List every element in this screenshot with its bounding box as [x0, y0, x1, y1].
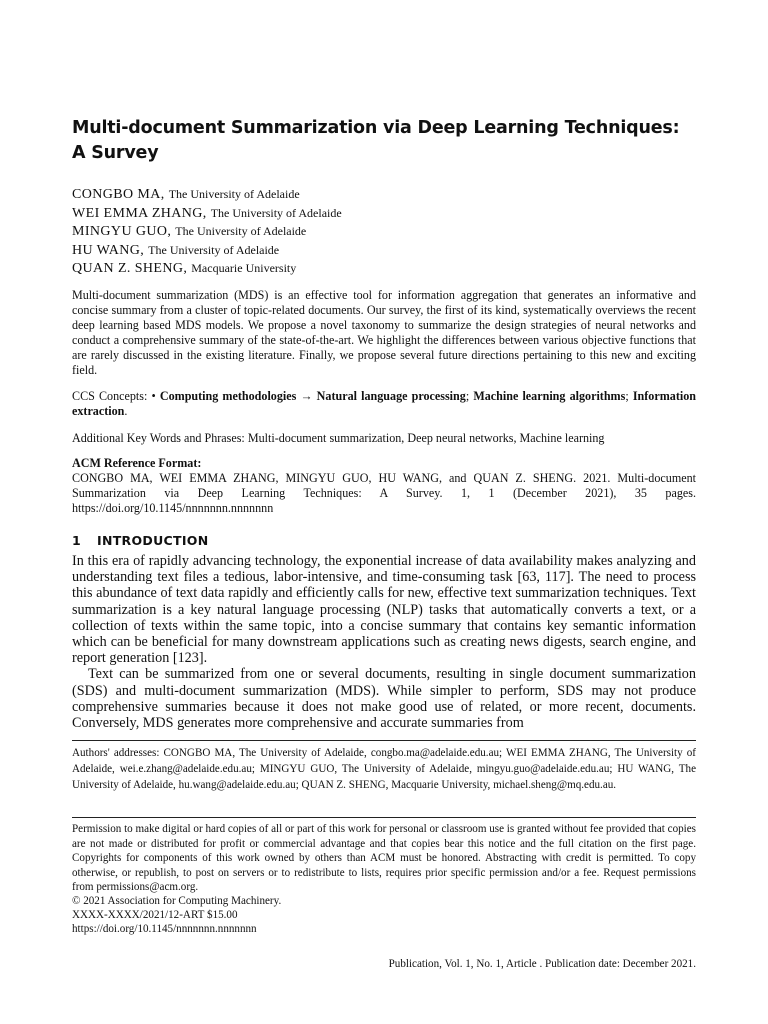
ccs-separator: ;: [625, 389, 633, 403]
author-5: [72, 259, 696, 278]
author-name: CONGBO MA,: [72, 187, 165, 202]
acm-reference-format: [72, 456, 696, 516]
copyright-line: © 2021 Association for Computing Machinery.: [72, 895, 282, 907]
authors-addresses: Authors' addresses: CONGBO MA, The University of Adelaide, congbo.ma@adelaide.edu.au; WEI EMMA ZHANG, The University of Adelaide, wei.e.zhang@adelaide.edu.au; MINGYU GUO, The University of Adelaide, mingyu.guo@adelaide.edu.au; HU WANG, The University of Adelaide, hu.wang@adelaide.edu.au; QUAN Z. SHENG, Macquarie University, michael.sheng@mq.edu.au.: [72, 747, 696, 792]
author-affiliation: The University of Adelaide: [168, 187, 300, 201]
ccs-item: Computing methodologies → Natural language processing: [159, 389, 466, 403]
author-4: [72, 241, 696, 260]
ccs-prefix: CCS Concepts: •: [72, 389, 160, 403]
ccs-item: Information extraction: [72, 389, 696, 419]
author-list: [72, 185, 696, 278]
section-heading: [72, 533, 696, 549]
footnote-divider: [72, 740, 696, 741]
author-name: WEI EMMA ZHANG,: [72, 205, 207, 221]
ccs-item: Machine learning algorithms: [473, 389, 626, 403]
acm-reference-text: CONGBO MA, WEI EMMA ZHANG, MINGYU GUO, HU WANG, and QUAN Z. SHENG. 2021. Multi-document Summarization via Deep Learning Techniques: A Survey. 1, 1 (December 2021), 35 pages. https://doi.org/10.1145/nnnnnnn.nnnnnnn: [72, 471, 696, 516]
author-name: QUAN Z. SHENG,: [72, 261, 188, 277]
author-affiliation: Macquarie University: [191, 261, 297, 276]
paper-title: Multi-document Summarization via Deep Learning Techniques: A Survey: [72, 118, 680, 163]
doi-link[interactable]: https://doi.org/10.1145/nnnnnnn.nnnnnnn: [72, 923, 257, 935]
author-1: [72, 185, 696, 204]
author-name: HU WANG,: [72, 242, 145, 258]
author-affiliation: The University of Adelaide: [175, 224, 307, 239]
author-3: [72, 222, 696, 241]
author-2: [72, 204, 696, 223]
acm-reference-heading: ACM Reference Format:: [72, 456, 202, 470]
keywords: Additional Key Words and Phrases: Multi-document summarization, Deep neural networks, Machine learning: [72, 431, 605, 445]
introduction-body: [72, 553, 696, 731]
abstract: Multi-document summarization (MDS) is an effective tool for information aggregation that generates an informative and concise summary from a cluster of topic-related documents. Our survey, the first of its kind, systematically overviews the recent deep learning based MDS models. We propose a novel taxonomy to summarize the design strategies of neural networks and conduct a comprehensive summary of the state-of-the-art. We highlight the differences between various objective functions that are rarely discussed in the existing literature. Finally, we propose several future directions pertaining to this new and exciting field.: [72, 288, 696, 378]
section-number: 1: [72, 533, 81, 548]
ccs-concepts: [72, 389, 696, 419]
ccs-suffix: .: [124, 404, 128, 419]
body-paragraph: In this era of rapidly advancing technology, the exponential increase of data availability makes analyzing and understanding text files a tedious, labor-intensive, and time-consuming task [63, 117]. The need to process this abundance of text data rapidly and efficiently calls for new, effective text summarization techniques. Text summarization is a key natural language processing (NLP) tasks that automatically converts a text, or a collection of texts within the same topic, into a concise summary that contains key semantic information which can be beneficial for many downstream applications such as creating news digests, search engine, and report generation [123].: [72, 553, 696, 667]
ccs-separator: ;: [465, 389, 474, 403]
permission-divider: [72, 817, 696, 818]
publication-footer: Publication, Vol. 1, No. 1, Article . Publication date: December 2021.: [388, 958, 696, 970]
author-affiliation: The University of Adelaide: [210, 205, 342, 220]
author-affiliation: The University of Adelaide: [148, 242, 280, 257]
body-paragraph: Text can be summarized from one or several documents, resulting in single document summarization (SDS) and multi-document summarization (MDS). While simpler to perform, SDS may not produce comprehensive summaries because it does not make good use of related, or more recent, documents. Conversely, MDS generates more comprehensive and accurate summaries from: [72, 666, 696, 732]
issn-line: XXXX-XXXX/2021/12-ART $15.00: [72, 909, 238, 921]
section-title: INTRODUCTION: [97, 533, 209, 548]
author-name: MINGYU GUO,: [72, 224, 172, 240]
permission-notice: Permission to make digital or hard copies of all or part of this work for personal or classroom use is granted without fee provided that copies are not made or distributed for profit or commercial advantage and that copies bear this notice and the full citation on the first page. Copyrights for components of this work owned by others than ACM must be honored. Abstracting with credit is permitted. To copy otherwise, or republish, to post on servers or to redistribute to lists, requires prior specific permission and/or a fee. Request permissions from permissions@acm.org.: [72, 823, 696, 894]
